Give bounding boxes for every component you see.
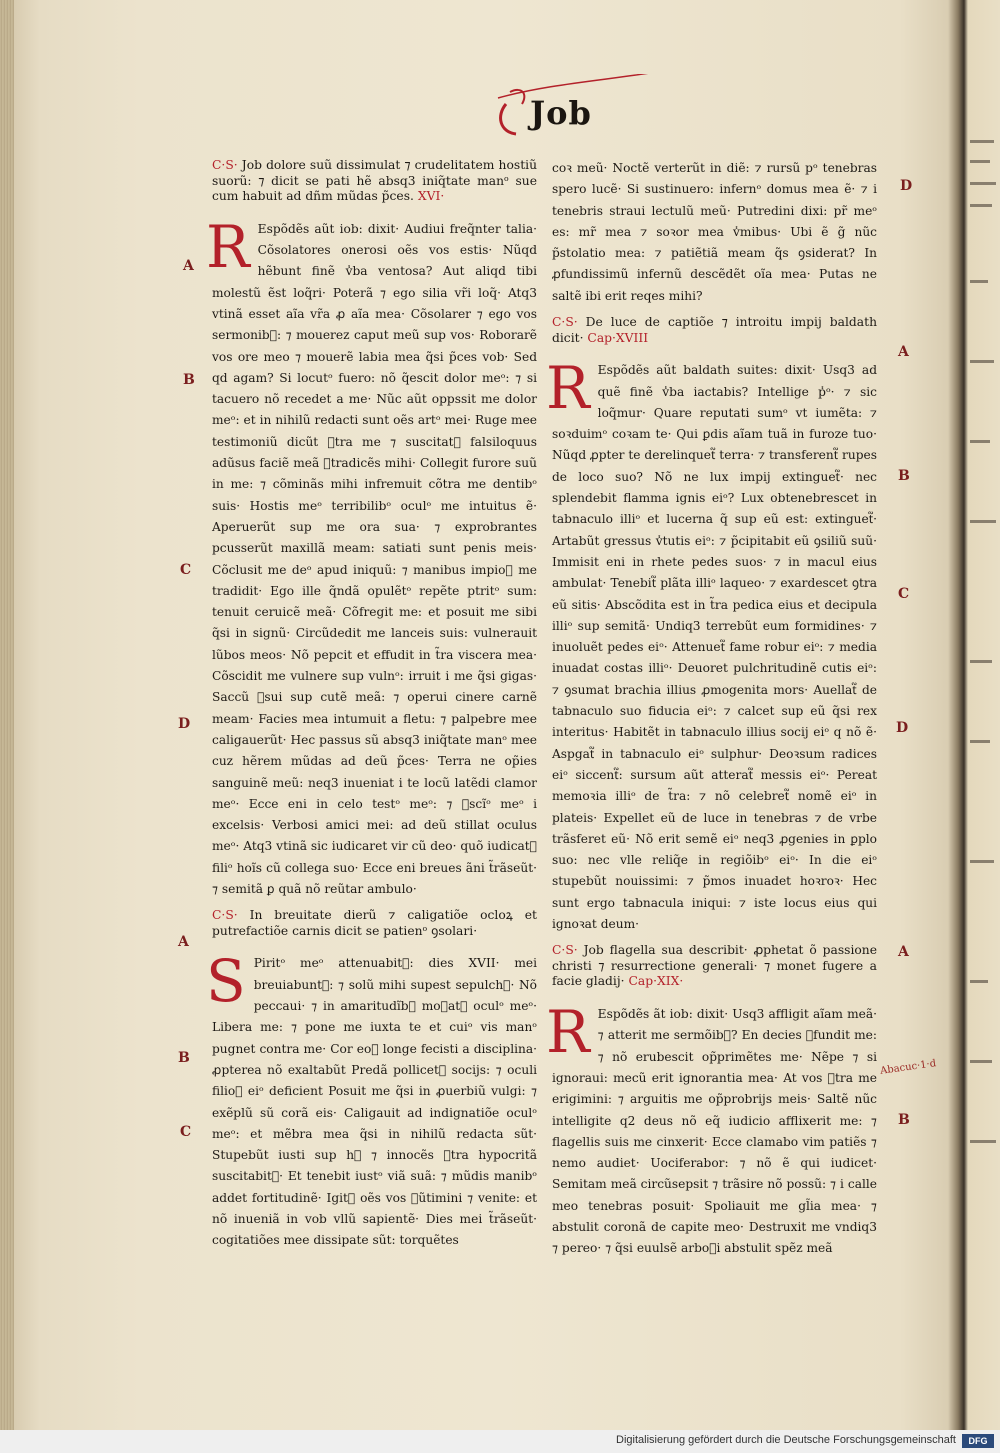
rubric-text: In breuitate dierũ ⁊ caligatiõe ocloꝝ et putrefactiõe carnis dicit se patienᵒ ꝯsolari· (212, 908, 537, 938)
margin-letter: B (898, 468, 910, 484)
facing-page-edge (966, 100, 1000, 1430)
paragraph-text: Piritᵒ meᵒ attenuabit᷑: dies XVII· mei breuiabunt᷑: ⁊ solũ mihi supest sepulchꝛ· Nõ peccaui· ⁊ in amaritudĩb᷑ moꝛat᷑ oculᵒ meᵒ· Libera me: ⁊ pone me iuxta te et cuiᵒ vis manᵒ pugnet contra me· Cor eoꝝ longe fecisti a disciplina· ꝓpterea nõ exaltabũt Predã pollicet᷑ socijs: ⁊ oculi filioꝝ eiᵒ deficient Posuit me q̃si in ꝓuerbiũ vulgi: ⁊ exẽplũ sũ corã eis· Caligauit ad indignatiõe oculᵒ meᵒ: et mẽbra mea q̃si in nihilũ redacta sũt· Stupebũt iusti sup h᷑ ⁊ innocẽs ꝯtra hypocritã suscitabit᷑· Et tenebit iustᵒ viã suã: ⁊ mũdis manibᵒ addet fortitudinẽ· Igit᷑ oẽs vos ꝯũtimini ⁊ venite: et nõ inueniã in vob vllũ sapientẽ· Dies mei t̃rãseũt· cogitatiões mee dissipate sũt: torquẽtes (212, 956, 537, 1248)
rubric-marker: C·S· (552, 315, 578, 330)
chapter-number: Cap·XVIII (587, 330, 649, 345)
drop-initial: R (206, 212, 250, 281)
rubric-marker: C·S· (212, 158, 238, 172)
left-column (206, 158, 537, 1260)
margin-letter: D (896, 720, 909, 736)
chapter-summary (552, 943, 877, 990)
margin-letter: B (183, 372, 195, 388)
margin-letter: C (180, 1124, 192, 1140)
drop-initial: R (546, 998, 590, 1067)
margin-note: Abacuc·1·d (879, 1058, 937, 1077)
text-paragraph (206, 947, 537, 1251)
text-paragraph (546, 354, 877, 935)
rubric-marker: C·S· (212, 908, 238, 923)
page-edge (0, 0, 14, 1430)
chapter-summary (212, 158, 537, 205)
rubric-text: De luce de captiõe ⁊ introitu impij baldath dicit· (552, 315, 877, 345)
right-column (546, 158, 877, 1268)
rubric-text: Job flagella sua describit· ꝓphetat õ passione christi ⁊ resurrectione generali· ⁊ monet fugere a facie gladij· (552, 943, 877, 989)
margin-letter: C (898, 586, 910, 602)
book-title: Job (530, 94, 592, 132)
rubric-text: Job dolore suũ dissimulat ⁊ crudelitatem hostiũ suorũ: ⁊ dicit se pati hẽ absq3 iniq̃tate manᵒ sue cum habuit ad dñm mũdas p̃ces. (212, 158, 537, 204)
margin-letter: B (178, 1050, 190, 1066)
drop-initial: S (206, 947, 246, 1016)
drop-initial: R (546, 354, 590, 423)
paragraph-text: Espõdẽs aũt iob: dixit· Audiui freq̃nter talia· Cõsolatores onerosi oẽs vos estis· Nũqd hẽbunt finẽ v̾ba ventosa? Aut aliqd tibi molestũ ẽst loq̃ri· Poterã ⁊ ego silia vr̃i loq̃· Atq3 vtinã esset aĩa vr̃a ꝓ aĩa mea· Cõsolarer ⁊ ego vos sermonib᷑: ⁊ mouerez caput meũ sup vos· Roborarẽ vos ore meo ⁊ mouerẽ labia mea q̃si p̃ces vob· Sed qd agam? Si locutᵒ fuero: nõ q̃escit dolor meᵒ: ⁊ si tacuero nõ recedet a me· Nũc aũt oppssit me dolor meᵒ: et in nihilũ redacti sunt oẽs artᵒ mei· Ruge mee testimoniũ dicũt ꝯtra me ⁊ suscitat᷑ falsiloquus adũsus faciẽ meã ꝯtradicẽs mihi· Collegit furore suũ in me: ⁊ cõminãs mihi infremuit cõtra me dentibᵒ suis· Hostis meᵒ terribilibᵒ oculᵒ me intuitus ẽ· Aperuerũt sup me ora sua· ⁊ exprobrantes pcusserũt maxillã meam: satiati sunt penis meis· Cõclusit me deᵒ apud iniquũ: ⁊ manibus impioꝝ me tradidit· Ego ille q̃ndã opulẽtᵒ repẽte ptritᵒ sum: tenuit ceruicẽ meã· Cõfregit me: et posuit me sibi q̃si in signũ· Circũdedit me lanceis suis: vulnerauit lũbos meos· Nõ pepcit et effudit in t̃ra viscera mea· Cõscidit me vulnere sup vulnᵒ: irruit i me q̃si gigas· Saccũ ꝯsui sup cutẽ meã: ⁊ operui cinere carnẽ meam· Facies mea intumuit a fletu: ⁊ palpebre mee caligauerũt· Hec passus sũ absq3 iniq̃tate manᵒ mee cuz hẽrem mũdas ad deũ p̃ces· Terra ne op̃ies sanguinẽ meũ: neq3 inueniat i te locũ latẽdi clamor meᵒ· Ecce eni in celo testᵒ meᵒ: ⁊ ꝯscĩᵒ meᵒ i excelsis· Verbosi amici mei: ad deũ stillat oculus meᵒ· Atq3 vtinã sic iudicaret vir cũ deo· quõ iudicat᷑ filiᵒ hoĩs cũ collega suo· Ecce eni breues ãni t̃rãseũt· ⁊ semitã ꝑ quã nõ reũtar ambulo· (212, 221, 537, 896)
dfg-logo: DFG (962, 1434, 994, 1448)
chapter-number: XVI· (417, 189, 445, 204)
margin-letter: A (183, 258, 194, 274)
margin-letter: B (898, 1112, 910, 1128)
paragraph-text: Espõdẽs ãt iob: dixit· Usq3 affligit aĩam meã· ⁊ atterit me sermõib᷑? En decies ꝯfundit me: ⁊ nõ erubescit op̃primẽtes me· Nẽpe ⁊ si ignoraui: mecũ erit ignorantia mea· At vos ꝯtra me erigimini: ⁊ arguitis me op̃probrijs meis· Saltẽ nũc intelligite q2 deus nõ eq̃ iudicio afflixerit me: ⁊ flagellis suis me cinxerit· Ecce clamabo vim patiẽs ⁊ nemo audiet· Uociferabor: ⁊ nõ ẽ qui iudicet· Semitam meã circũsepsit ⁊ trãsire nõ possũ: ⁊ i calle meo tenebras posuit· Spoliauit me gl̃ia mea· ⁊ abstulit coronã de capite meo· Destruxit me vndiq3 ⁊ pereo· ⁊ q̃si euulsẽ arboꝛi abstulit spẽz meã (552, 1007, 877, 1256)
footer-bar (0, 1430, 1000, 1453)
paragraph-text: coꝛ meũ· Noctẽ verterũt in diẽ: ⁊ rursũ pᵒ tenebras spero lucẽ· Si sustinuero: infernᵒ domus mea ẽ· ⁊ i tenebris straui lectulũ meũ· Putredini dixi: pr̃ meᵒ es: mr̃ mea ⁊ soꝛor mea v̾mibus· Ubi ẽ g̃ nũc p̃stolatio mea: ⁊ patiẽtiã meam q̃s ꝯsiderat? In ꝓfundissimũ infernũ descẽdẽt oĩa mea· Putas ne saltẽ ibi erit reqes mihi? (552, 161, 877, 303)
paragraph-text: Espõdẽs aũt baldath suites: dixit· Usq3 ad quẽ finẽ v̾ba iactabis? Intellige p̾ᵒ· ⁊ sic loq̃mur· Quare reputati sumᵒ vt iumẽta: ⁊ soꝛduimᵒ coꝛam te· Qui ꝑdis aĩam tuã in furoze tuo· Nũqd ꝓpter te derelinquet᷑ terra· ⁊ transferent᷑ rupes de loco suo? Nõ ne lux impij extinguet᷑· nec splendebit flamma ignis eiᵒ? Lux obtenebrescet in tabnaculo illiᵒ et lucerna q̃ sup eũ est: extinguet᷑· Artabũt gressus v̾tutis eiᵒ: ⁊ p̃cipitabit eũ ꝯsiliũ suũ· Immisit eni in rhete pedes suos· ⁊ in macul eius ambulat· Tenebit᷑ plãta illiᵒ laqueo· ⁊ exardescet ꝯtra eũ sitis· Abscõdita est in t̃ra pedica eius et decipula illiᵒ sup semitã· Undiq3 terrebũt eum formidines· ⁊ inuoluẽt pedes eiᵒ· Attenuet᷑ fame robur eiᵒ: ⁊ media inuadat costas illiᵒ· Deuoret pulchritudinẽ cutis eiᵒ: ⁊ ꝯsumat brachia illius ꝓmogenita mors· Auellat᷑ de tabnaculo suo fiducia eiᵒ: ⁊ calcet sup eũ q̃si rex interitus· Habitẽt in tabnaculo illius socij eiᵒ q nõ ẽ· Aspgat᷑ in tabnaculo eiᵒ sulphur· Deoꝛsum radices eiᵒ siccent᷑: sursum aũt atterat᷑ messis eiᵒ· Pereat memoꝛia illiᵒ de t̃ra: ⁊ nõ celebret᷑ nomẽ eiᵒ in plateis· Expellet eũ de luce in tenebras ⁊ de vrbe trãsferet eũ· Nõ erit semẽ eiᵒ neq3 ꝓgenies in ꝑplo suo: nec vlle reliq̃e in regiõibᵒ eiᵒ· In die eiᵒ stupebũt nouissimi: ⁊ p̃mos inuadet hoꝛroꝛ· Hec sunt ergo tabnacula iniqui: ⁊ iste locus eius qui ignoꝛat deum· (552, 363, 877, 931)
margin-letter: A (178, 934, 189, 950)
text-paragraph (206, 212, 537, 901)
rubric-marker: C·S· (552, 943, 578, 958)
funding-credit: Digitalisierung gefördert durch die Deutsche Forschungsgemeinschaft (616, 1434, 956, 1446)
text-paragraph (552, 158, 877, 307)
chapter-summary (552, 315, 877, 346)
margin-letter: D (900, 178, 913, 194)
margin-letter: D (178, 716, 191, 732)
text-paragraph (546, 998, 877, 1260)
chapter-number: Cap·XIX· (628, 974, 684, 989)
margin-letter: A (898, 344, 909, 360)
margin-letter: A (898, 944, 909, 960)
chapter-summary (212, 908, 537, 939)
running-header (508, 92, 628, 142)
margin-letter: C (180, 562, 192, 578)
